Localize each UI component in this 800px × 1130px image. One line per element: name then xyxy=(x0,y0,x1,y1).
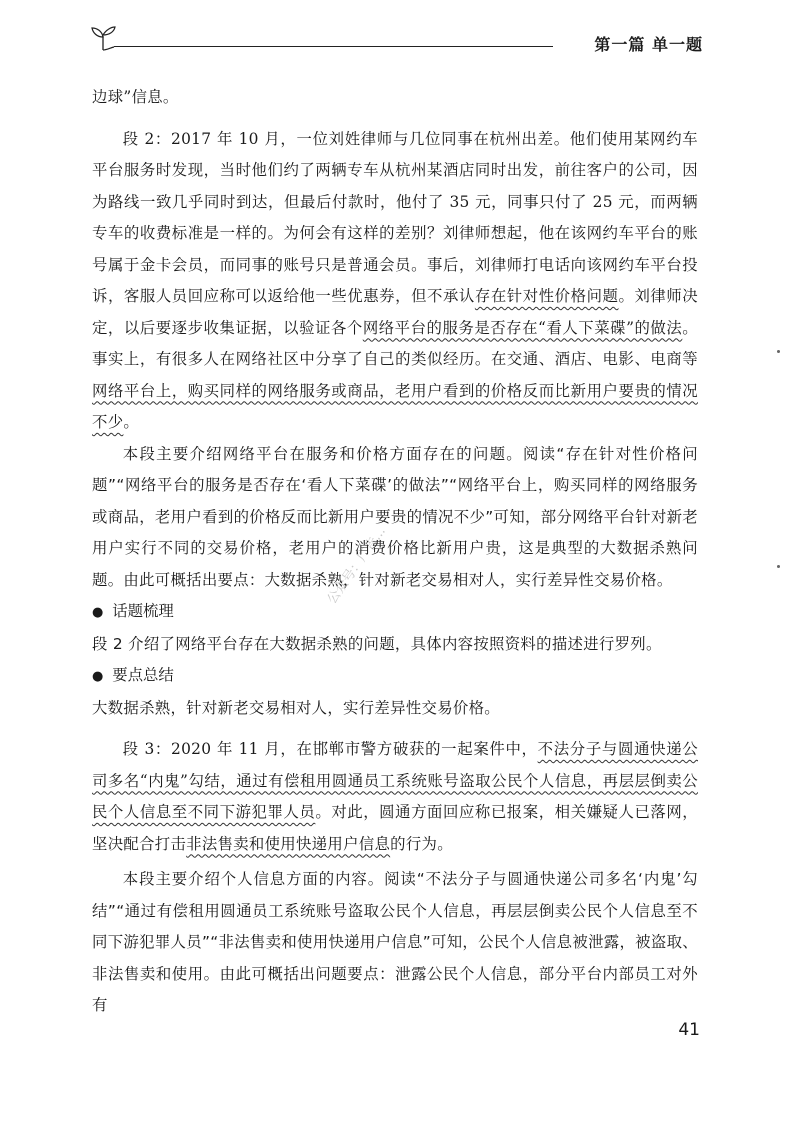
text-run: 。 xyxy=(123,413,140,431)
text-run: 的行为。 xyxy=(390,834,453,853)
paragraph-segment-3 xyxy=(92,734,698,860)
underlined-phrase: 非法售卖和使用快递用户信息 xyxy=(186,834,391,853)
bullet-topic xyxy=(92,596,698,629)
text-run: 段 2：2017 年 10 月，一位刘姓律师与几位同事在杭州出差。他们使用某网约车平台服务时发现，当时他们约了两辆专车从杭州某酒店同时出发，前往客户的公司，因为路线一致几乎同时到达，但最后付款时，他付了 35 元，同事只付了 25 元，而两辆专车的收费标准是一样的。为何会有这样的差别？刘律师想起，他在该网约车平台的账号属于金卡会员，而同事的账号只是普通会员。事后，刘律师打电话向该网约车平台投诉，客服人员回应称可以返给他一些优惠券，但不承认 xyxy=(92,129,698,305)
text-run: 。对此，圆通方面回应称已报案，相关嫌疑人已落网，坚决配合打击 xyxy=(92,803,698,853)
underlined-phrase: 网络平台上，购买同样的网络服务或商品，老用户看到的价格反而比新用户要贵的情况不少 xyxy=(92,381,698,431)
watermark: 公众号：广告... xyxy=(324,524,389,607)
underlined-phrase: 存在针对性价格问题 xyxy=(474,287,619,305)
sprout-icon xyxy=(88,22,118,52)
scan-speck xyxy=(777,565,780,568)
paragraph-continuation: 边球”信息。 xyxy=(92,88,179,106)
underlined-phrase: 网络平台的服务是否存在“看人下菜碟”的做法 xyxy=(362,318,683,337)
page-number: 41 xyxy=(678,1020,700,1040)
page-body xyxy=(92,82,698,1022)
bullet-label: 要点总结 xyxy=(112,666,174,684)
underlined-phrase: 不法分子与圆通快递公司多名“内鬼”勾结，通过有偿租用圆通员工系统账号盗取公民个人信息，再层层倒卖公民个人信息至不同下游犯罪人员 xyxy=(92,740,698,821)
header-rule xyxy=(114,46,553,47)
scan-speck xyxy=(777,350,780,353)
bullet-summary xyxy=(92,660,698,693)
section-title: 第一篇 单一题 xyxy=(594,35,703,54)
bullet-icon: ● xyxy=(92,605,104,620)
paragraph-segment-2 xyxy=(92,124,698,439)
topic-text: 段 2 介绍了网络平台存在大数据杀熟的问题，具体内容按照资料的描述进行罗列。 xyxy=(92,634,662,653)
text-run: 段 3：2020 年 11 月，在邯郸市警方破获的一起案件中， xyxy=(122,740,538,758)
text-run: 。事实上，有很多人在网络社区中分享了自己的类似经历。在交通、酒店、电影、电商等 xyxy=(92,318,698,368)
page-header xyxy=(88,22,703,56)
bullet-label: 话题梳理 xyxy=(112,602,174,620)
analysis-paragraph-3: 本段主要介绍个人信息方面的内容。阅读“不法分子与圆通快递公司多名‘内鬼’勾结”“通过有偿租用圆通员工系统账号盗取公民个人信息，再层层倒卖公民个人信息至不同下游犯罪人员”“非法售卖和使用快递用户信息”可知，公民个人信息被泄露，被盗取、非法售卖和使用。由此可概括出问题要点：泄露公民个人信息，部分平台内部员工对外有 xyxy=(92,870,698,1014)
text-run: 。刘律师决定，以后要逐步收集证据，以验证各个 xyxy=(92,287,698,337)
bullet-icon: ● xyxy=(92,669,104,684)
analysis-paragraph-2: 本段主要介绍网络平台在服务和价格方面存在的问题。阅读“存在针对性价格问题”“网络平台的服务是否存在‘看人下菜碟’的做法”“网络平台上，购买同样的网络服务或商品，老用户看到的价格反而比新用户要贵的情况不少”可知，部分网络平台针对新老用户实行不同的交易价格，老用户的消费价格比新用户贵，这是典型的大数据杀熟问题。由此可概括出要点：大数据杀熟，针对新老交易相对人，实行差异性交易价格。 xyxy=(92,444,698,589)
summary-text: 大数据杀熟，针对新老交易相对人，实行差异性交易价格。 xyxy=(92,698,500,717)
